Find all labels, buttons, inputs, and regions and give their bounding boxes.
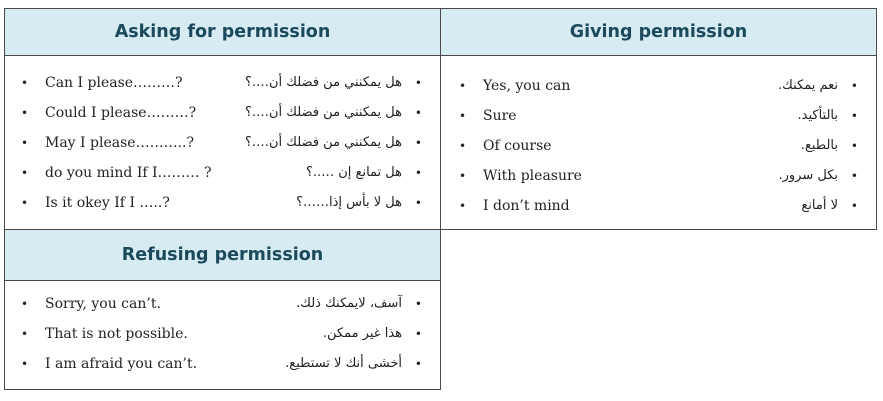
bullet-icon: • [850,109,858,123]
bullet-icon: • [459,169,467,183]
phrase-english: Yes, you can [483,78,571,94]
list-item [5,158,440,188]
list-item [5,289,440,319]
phrase-arabic: هل يمكنني من فضلك أن….؟ [244,75,402,90]
phrase-arabic: لا أمانع [801,198,838,213]
list-item [5,68,440,98]
phrase-english: Sorry, you can’t. [45,296,161,312]
phrase-arabic: هل لا بأس إذا……؟ [296,195,402,210]
bullet-icon: • [21,136,29,150]
bullet-icon: • [414,357,422,371]
bullet-icon: • [21,357,29,371]
bullet-icon: • [21,297,29,311]
asking-permission-list [5,68,440,218]
bullet-icon: • [850,139,858,153]
bullet-icon: • [459,199,467,213]
list-item [441,161,876,191]
bullet-icon: • [21,327,29,341]
giving-permission-title: Giving permission [441,9,876,56]
list-item [5,319,440,349]
phrase-arabic: بالطبع. [800,138,838,153]
bullet-icon: • [21,106,29,120]
phrase-arabic: نعم يمكنك. [778,78,838,93]
phrase-english: With pleasure [483,168,582,184]
phrase-english: That is not possible. [45,326,188,342]
asking-permission-title: Asking for permission [5,9,440,56]
phrase-arabic: هل تمانع إن …..؟ [305,165,402,180]
phrase-english: do you mind If I……… ? [45,165,212,181]
phrase-arabic: بكل سرور. [778,168,838,183]
bullet-icon: • [850,199,858,213]
asking-permission-panel [4,8,441,230]
bullet-icon: • [459,79,467,93]
list-item [5,188,440,218]
bullet-icon: • [414,76,422,90]
phrase-arabic: هذا غير ممكن. [322,326,402,341]
list-item [5,128,440,158]
bullet-icon: • [414,136,422,150]
bullet-icon: • [459,139,467,153]
phrase-arabic: أخشى أنك لا تستطيع. [285,356,402,371]
bullet-icon: • [414,327,422,341]
list-item [441,101,876,131]
list-item [441,71,876,101]
bullet-icon: • [850,79,858,93]
giving-permission-panel [440,8,877,230]
phrase-arabic: هل يمكنني من فضلك أن….؟ [244,105,402,120]
bullet-icon: • [850,169,858,183]
refusing-permission-title: Refusing permission [5,230,440,281]
phrase-english: May I please………..? [45,135,194,151]
phrase-arabic: بالتأكيد. [797,108,838,123]
refusing-permission-list [5,289,440,379]
list-item [5,349,440,379]
refusing-permission-panel [4,229,441,390]
phrase-english: I don’t mind [483,198,570,214]
bullet-icon: • [21,196,29,210]
bullet-icon: • [414,196,422,210]
bullet-icon: • [414,106,422,120]
phrase-english: Is it okey If I …..? [45,195,170,211]
list-item [5,98,440,128]
phrase-arabic: آسف، لايمكنك ذلك. [296,296,402,311]
phrase-english: Could I please………? [45,105,197,121]
bullet-icon: • [459,109,467,123]
phrase-english: I am afraid you can’t. [45,356,198,372]
phrase-arabic: هل يمكنني من فضلك أن….؟ [244,135,402,150]
list-item [441,131,876,161]
bullet-icon: • [414,297,422,311]
giving-permission-list [441,71,876,221]
bullet-icon: • [21,76,29,90]
bullet-icon: • [21,166,29,180]
phrase-english: Can I please………? [45,75,183,91]
bullet-icon: • [414,166,422,180]
phrase-english: Sure [483,108,517,124]
phrase-english: Of course [483,138,552,154]
list-item [441,191,876,221]
